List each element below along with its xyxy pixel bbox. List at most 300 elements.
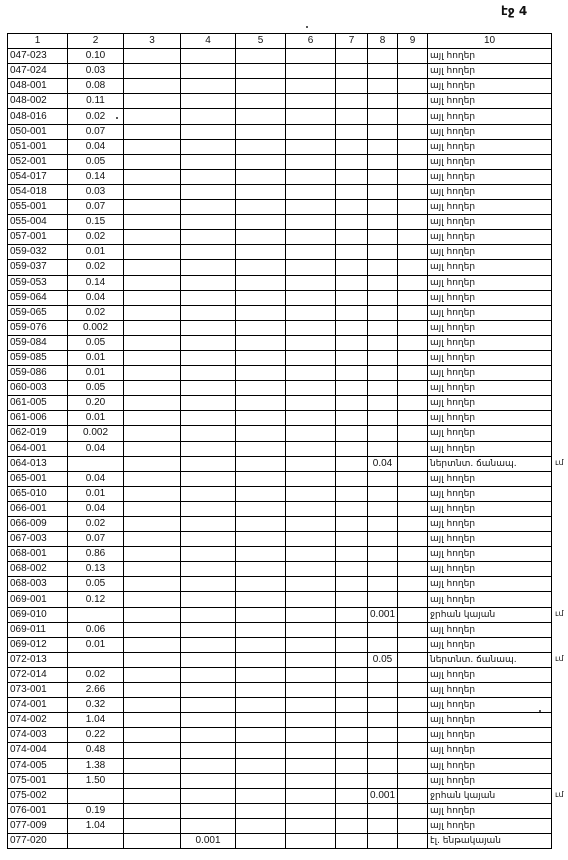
- table-cell-col5: [236, 305, 286, 320]
- table-cell-col10: ներտնտ. ճանապ.: [428, 652, 552, 667]
- table-row: [8, 456, 552, 471]
- table-cell-col6: [286, 471, 336, 486]
- table-row: [8, 381, 552, 396]
- table-cell-col2: 1.50: [68, 773, 124, 788]
- table-cell-col8: [368, 501, 398, 516]
- table-cell-col8: [368, 486, 398, 501]
- table-row: [8, 49, 552, 64]
- table-cell-col6: [286, 592, 336, 607]
- table-cell-col9: [398, 622, 428, 637]
- table-cell-col3: [124, 184, 181, 199]
- table-cell-col9: [398, 64, 428, 79]
- table-cell-col2: 1.04: [68, 713, 124, 728]
- table-cell-col1: 061-006: [8, 411, 68, 426]
- table-cell-col2: 0.04: [68, 501, 124, 516]
- table-cell-col2: 0.02: [68, 667, 124, 682]
- table-cell-col4: [181, 49, 236, 64]
- table-cell-col1: 074-003: [8, 728, 68, 743]
- table-cell-col7: [336, 592, 368, 607]
- table-cell-col9: [398, 49, 428, 64]
- table-cell-col8: [368, 124, 398, 139]
- table-cell-col8: [368, 169, 398, 184]
- table-cell-col9: [398, 562, 428, 577]
- table-cell-col10: այլ հողեր: [428, 79, 552, 94]
- table-cell-col6: [286, 501, 336, 516]
- margin-mark: ւմ: [555, 654, 564, 664]
- table-cell-col9: [398, 652, 428, 667]
- table-cell-col5: [236, 426, 286, 441]
- table-cell-col8: [368, 637, 398, 652]
- scan-speck: [306, 26, 308, 28]
- table-cell-col6: [286, 637, 336, 652]
- table-cell-col2: 0.32: [68, 698, 124, 713]
- table-cell-col10: այլ հողեր: [428, 471, 552, 486]
- table-cell-col4: [181, 441, 236, 456]
- table-cell-col3: [124, 833, 181, 848]
- table-cell-col4: [181, 79, 236, 94]
- table-cell-col8: 0.001: [368, 788, 398, 803]
- table-cell-col5: [236, 743, 286, 758]
- table-cell-col9: [398, 154, 428, 169]
- table-cell-col6: [286, 49, 336, 64]
- table-cell-col3: [124, 773, 181, 788]
- table-cell-col10: այլ հողեր: [428, 230, 552, 245]
- table-cell-col4: [181, 713, 236, 728]
- table-cell-col3: [124, 426, 181, 441]
- table-cell-col6: [286, 200, 336, 215]
- table-cell-col1: 062-019: [8, 426, 68, 441]
- table-row: [8, 833, 552, 848]
- table-cell-col10: այլ հողեր: [428, 622, 552, 637]
- table-cell-col8: [368, 79, 398, 94]
- table-cell-col2: 0.002: [68, 320, 124, 335]
- table-cell-col10: այլ հողեր: [428, 637, 552, 652]
- table-cell-col10: այլ հողեր: [428, 396, 552, 411]
- table-cell-col8: [368, 109, 398, 124]
- table-cell-col8: 0.001: [368, 607, 398, 622]
- table-row: [8, 607, 552, 622]
- table-cell-col7: [336, 652, 368, 667]
- table-cell-col5: [236, 320, 286, 335]
- table-row: [8, 486, 552, 501]
- table-cell-col10: այլ հողեր: [428, 501, 552, 516]
- table-cell-col9: [398, 320, 428, 335]
- table-row: [8, 683, 552, 698]
- table-cell-col9: [398, 290, 428, 305]
- table-cell-col5: [236, 230, 286, 245]
- table-cell-col3: [124, 200, 181, 215]
- table-cell-col4: [181, 773, 236, 788]
- table-cell-col4: [181, 698, 236, 713]
- table-cell-col2: 0.03: [68, 64, 124, 79]
- table-cell-col6: [286, 713, 336, 728]
- table-cell-col7: [336, 532, 368, 547]
- table-cell-col7: [336, 773, 368, 788]
- table-cell-col1: 077-020: [8, 833, 68, 848]
- table-cell-col4: [181, 139, 236, 154]
- table-row: [8, 230, 552, 245]
- table-cell-col2: 0.05: [68, 154, 124, 169]
- table-cell-col3: [124, 667, 181, 682]
- table-cell-col7: [336, 501, 368, 516]
- table-cell-col10: այլ հողեր: [428, 184, 552, 199]
- table-cell-col8: [368, 230, 398, 245]
- table-cell-col2: 0.10: [68, 49, 124, 64]
- table-cell-col7: [336, 245, 368, 260]
- table-cell-col5: [236, 275, 286, 290]
- table-cell-col10: այլ հողեր: [428, 743, 552, 758]
- table-cell-col9: [398, 245, 428, 260]
- table-cell-col7: [336, 139, 368, 154]
- table-cell-col9: [398, 788, 428, 803]
- table-cell-col2: 0.05: [68, 577, 124, 592]
- table-cell-col6: [286, 290, 336, 305]
- table-cell-col9: [398, 305, 428, 320]
- table-cell-col2: 0.02: [68, 230, 124, 245]
- table-cell-col5: [236, 471, 286, 486]
- table-cell-col3: [124, 818, 181, 833]
- table-cell-col10: այլ հողեր: [428, 698, 552, 713]
- table-cell-col4: [181, 124, 236, 139]
- table-cell-col6: [286, 335, 336, 350]
- table-row: [8, 517, 552, 532]
- table-cell-col3: [124, 64, 181, 79]
- table-cell-col6: [286, 607, 336, 622]
- table-cell-col1: 069-001: [8, 592, 68, 607]
- table-cell-col4: [181, 200, 236, 215]
- table-cell-col4: [181, 577, 236, 592]
- table-cell-col9: [398, 517, 428, 532]
- table-cell-col3: [124, 456, 181, 471]
- table-cell-col1: 068-001: [8, 547, 68, 562]
- table-cell-col7: [336, 230, 368, 245]
- table-cell-col8: [368, 305, 398, 320]
- table-cell-col7: [336, 275, 368, 290]
- table-cell-col8: [368, 64, 398, 79]
- table-cell-col1: 075-002: [8, 788, 68, 803]
- table-cell-col5: [236, 441, 286, 456]
- table-row: [8, 320, 552, 335]
- table-row: [8, 728, 552, 743]
- table-cell-col10: այլ հողեր: [428, 200, 552, 215]
- land-parcel-table: [7, 33, 552, 849]
- table-cell-col2: 0.22: [68, 728, 124, 743]
- table-cell-col8: [368, 200, 398, 215]
- table-cell-col3: [124, 532, 181, 547]
- table-cell-col6: [286, 275, 336, 290]
- table-cell-col4: [181, 758, 236, 773]
- table-cell-col4: [181, 245, 236, 260]
- table-cell-col9: [398, 818, 428, 833]
- table-cell-col8: [368, 260, 398, 275]
- table-cell-col4: [181, 215, 236, 230]
- table-row: [8, 335, 552, 350]
- table-cell-col9: [398, 139, 428, 154]
- table-cell-col2: 0.01: [68, 366, 124, 381]
- table-cell-col9: [398, 79, 428, 94]
- table-cell-col10: այլ հողեր: [428, 592, 552, 607]
- header-cell-5: 5: [236, 34, 286, 49]
- table-cell-col7: [336, 350, 368, 365]
- table-cell-col7: [336, 562, 368, 577]
- table-cell-col3: [124, 607, 181, 622]
- table-row: [8, 637, 552, 652]
- table-cell-col4: [181, 622, 236, 637]
- header-cell-10: 10: [428, 34, 552, 49]
- table-cell-col6: [286, 577, 336, 592]
- table-cell-col9: [398, 501, 428, 516]
- table-cell-col2: 1.38: [68, 758, 124, 773]
- table-cell-col4: [181, 305, 236, 320]
- table-cell-col4: [181, 683, 236, 698]
- table-cell-col4: [181, 562, 236, 577]
- table-cell-col7: [336, 426, 368, 441]
- table-cell-col3: [124, 290, 181, 305]
- table-cell-col6: [286, 411, 336, 426]
- table-cell-col2: [68, 607, 124, 622]
- table-cell-col3: [124, 124, 181, 139]
- table-cell-col6: [286, 803, 336, 818]
- table-cell-col10: այլ հողեր: [428, 773, 552, 788]
- table-cell-col1: 069-010: [8, 607, 68, 622]
- table-cell-col6: [286, 426, 336, 441]
- table-cell-col9: [398, 456, 428, 471]
- table-cell-col1: 059-037: [8, 260, 68, 275]
- table-row: [8, 411, 552, 426]
- table-cell-col2: 0.20: [68, 396, 124, 411]
- table-cell-col7: [336, 607, 368, 622]
- header-cell-7: 7: [336, 34, 368, 49]
- table-cell-col7: [336, 381, 368, 396]
- table-cell-col2: [68, 652, 124, 667]
- table-cell-col10: այլ հողեր: [428, 154, 552, 169]
- table-cell-col8: [368, 471, 398, 486]
- table-cell-col5: [236, 773, 286, 788]
- table-cell-col3: [124, 154, 181, 169]
- table-row: [8, 64, 552, 79]
- table-cell-col6: [286, 486, 336, 501]
- table-cell-col6: [286, 667, 336, 682]
- table-cell-col4: [181, 818, 236, 833]
- table-cell-col7: [336, 728, 368, 743]
- table-cell-col5: [236, 833, 286, 848]
- table-cell-col10: այլ հողեր: [428, 562, 552, 577]
- table-cell-col1: 055-004: [8, 215, 68, 230]
- table-cell-col9: [398, 607, 428, 622]
- table-cell-col6: [286, 728, 336, 743]
- table-cell-col3: [124, 169, 181, 184]
- table-cell-col3: [124, 637, 181, 652]
- table-cell-col2: 0.07: [68, 200, 124, 215]
- table-row: [8, 200, 552, 215]
- table-cell-col8: [368, 215, 398, 230]
- table-cell-col5: [236, 335, 286, 350]
- table-cell-col8: [368, 698, 398, 713]
- table-cell-col4: [181, 396, 236, 411]
- table-cell-col8: [368, 366, 398, 381]
- table-cell-col10: այլ հողեր: [428, 577, 552, 592]
- table-cell-col2: 0.05: [68, 335, 124, 350]
- table-cell-col5: [236, 139, 286, 154]
- table-cell-col9: [398, 667, 428, 682]
- table-cell-col3: [124, 109, 181, 124]
- table-cell-col3: [124, 381, 181, 396]
- table-cell-col10: այլ հողեր: [428, 426, 552, 441]
- table-cell-col6: [286, 124, 336, 139]
- table-cell-col1: 065-010: [8, 486, 68, 501]
- table-cell-col8: [368, 184, 398, 199]
- table-cell-col6: [286, 818, 336, 833]
- margin-mark: ւմ: [555, 609, 564, 619]
- table-cell-col2: 0.48: [68, 743, 124, 758]
- table-cell-col6: [286, 381, 336, 396]
- table-cell-col5: [236, 79, 286, 94]
- table-cell-col6: [286, 562, 336, 577]
- table-cell-col7: [336, 517, 368, 532]
- table-row: [8, 245, 552, 260]
- table-body: [8, 49, 552, 849]
- table-cell-col1: 066-001: [8, 501, 68, 516]
- table-cell-col1: 059-064: [8, 290, 68, 305]
- table-cell-col10: այլ հողեր: [428, 64, 552, 79]
- table-cell-col3: [124, 335, 181, 350]
- table-cell-col7: [336, 577, 368, 592]
- table-cell-col3: [124, 728, 181, 743]
- table-cell-col7: [336, 396, 368, 411]
- table-cell-col1: 075-001: [8, 773, 68, 788]
- table-cell-col3: [124, 305, 181, 320]
- table-cell-col3: [124, 139, 181, 154]
- table-cell-col4: [181, 743, 236, 758]
- table-cell-col3: [124, 803, 181, 818]
- table-cell-col9: [398, 124, 428, 139]
- table-cell-col1: 047-023: [8, 49, 68, 64]
- table-cell-col2: 0.002: [68, 426, 124, 441]
- table-row: [8, 667, 552, 682]
- table-cell-col5: [236, 260, 286, 275]
- table-cell-col9: [398, 743, 428, 758]
- table-cell-col5: [236, 788, 286, 803]
- table-cell-col7: [336, 290, 368, 305]
- table-cell-col1: 074-005: [8, 758, 68, 773]
- table-cell-col10: այլ հողեր: [428, 667, 552, 682]
- table-row: [8, 139, 552, 154]
- table-cell-col5: [236, 532, 286, 547]
- table-cell-col7: [336, 547, 368, 562]
- margin-mark: ւմ: [555, 458, 564, 468]
- table-cell-col9: [398, 592, 428, 607]
- table-cell-col1: 059-086: [8, 366, 68, 381]
- table-cell-col2: 0.04: [68, 471, 124, 486]
- table-row: [8, 109, 552, 124]
- table-cell-col7: [336, 260, 368, 275]
- table-cell-col9: [398, 713, 428, 728]
- table-cell-col5: [236, 683, 286, 698]
- table-cell-col10: այլ հողեր: [428, 215, 552, 230]
- table-cell-col6: [286, 320, 336, 335]
- table-cell-col9: [398, 200, 428, 215]
- table-cell-col5: [236, 456, 286, 471]
- table-cell-col6: [286, 109, 336, 124]
- table-cell-col6: [286, 169, 336, 184]
- table-cell-col8: [368, 592, 398, 607]
- table-cell-col7: [336, 683, 368, 698]
- header-cell-6: 6: [286, 34, 336, 49]
- table-cell-col1: 050-001: [8, 124, 68, 139]
- table-cell-col3: [124, 652, 181, 667]
- table-cell-col5: [236, 184, 286, 199]
- table-cell-col4: 0.001: [181, 833, 236, 848]
- table-cell-col9: [398, 215, 428, 230]
- table-cell-col6: [286, 758, 336, 773]
- table-cell-col1: 072-013: [8, 652, 68, 667]
- scan-speck: [116, 117, 118, 119]
- table-cell-col10: այլ հողեր: [428, 486, 552, 501]
- table-cell-col5: [236, 124, 286, 139]
- table-row: [8, 532, 552, 547]
- table-cell-col1: 060-003: [8, 381, 68, 396]
- table-row: [8, 743, 552, 758]
- table-cell-col10: այլ հողեր: [428, 290, 552, 305]
- table-cell-col3: [124, 275, 181, 290]
- table-cell-col8: [368, 517, 398, 532]
- table-cell-col3: [124, 79, 181, 94]
- table-cell-col4: [181, 411, 236, 426]
- table-cell-col3: [124, 245, 181, 260]
- table-cell-col8: [368, 667, 398, 682]
- table-cell-col10: այլ հողեր: [428, 713, 552, 728]
- table-cell-col2: 2.66: [68, 683, 124, 698]
- table-cell-col1: 068-003: [8, 577, 68, 592]
- table-cell-col2: 0.02: [68, 305, 124, 320]
- table-cell-col7: [336, 486, 368, 501]
- table-cell-col4: [181, 94, 236, 109]
- table-cell-col2: 0.08: [68, 79, 124, 94]
- table-cell-col10: այլ հողեր: [428, 335, 552, 350]
- table-cell-col8: [368, 335, 398, 350]
- table-cell-col7: [336, 411, 368, 426]
- table-cell-col4: [181, 667, 236, 682]
- table-cell-col4: [181, 366, 236, 381]
- table-cell-col4: [181, 184, 236, 199]
- table-cell-col9: [398, 335, 428, 350]
- table-cell-col2: 0.01: [68, 637, 124, 652]
- table-cell-col10: այլ հողեր: [428, 245, 552, 260]
- table-cell-col4: [181, 592, 236, 607]
- table-cell-col9: [398, 381, 428, 396]
- table-cell-col5: [236, 169, 286, 184]
- table-cell-col9: [398, 532, 428, 547]
- table-cell-col10: այլ հողեր: [428, 803, 552, 818]
- table-cell-col7: [336, 471, 368, 486]
- table-cell-col10: այլ հողեր: [428, 49, 552, 64]
- table-cell-col5: [236, 486, 286, 501]
- table-cell-col8: [368, 139, 398, 154]
- table-cell-col5: [236, 577, 286, 592]
- table-cell-col2: 0.12: [68, 592, 124, 607]
- margin-mark: ւմ: [555, 790, 564, 800]
- table-cell-col7: [336, 200, 368, 215]
- table-cell-col10: այլ հողեր: [428, 532, 552, 547]
- table-cell-col4: [181, 335, 236, 350]
- table-cell-col8: [368, 320, 398, 335]
- table-cell-col1: 068-002: [8, 562, 68, 577]
- table-cell-col1: 052-001: [8, 154, 68, 169]
- table-cell-col5: [236, 758, 286, 773]
- table-cell-col8: [368, 441, 398, 456]
- table-row: [8, 169, 552, 184]
- table-cell-col5: [236, 728, 286, 743]
